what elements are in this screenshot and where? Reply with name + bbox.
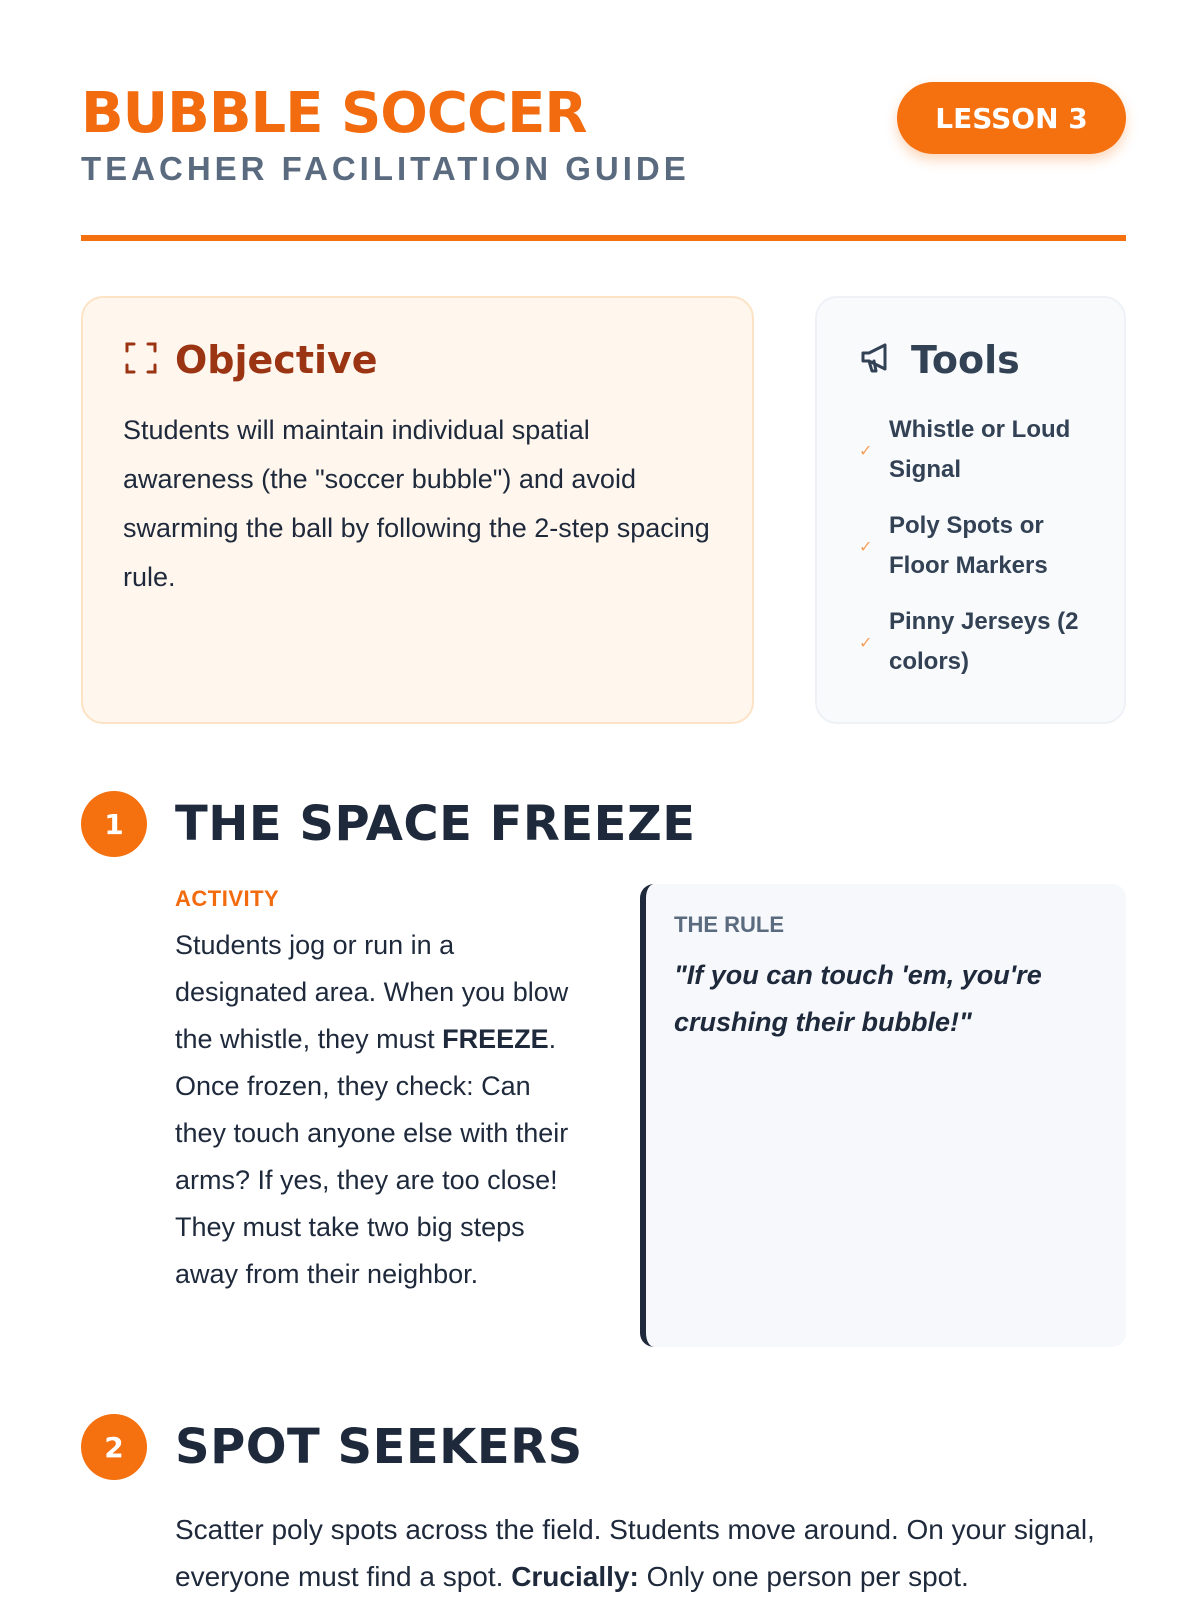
- page-subtitle: TEACHER FACILITATION GUIDE: [81, 150, 690, 187]
- section-1-header: [81, 791, 696, 857]
- activity-text: [175, 922, 585, 1298]
- section-1-number: 1: [81, 791, 147, 857]
- objective-card: [81, 296, 754, 724]
- tools-header: [859, 338, 1100, 382]
- section-2-text: [175, 1506, 1135, 1600]
- section-2-emphasis: Crucially:: [511, 1561, 639, 1592]
- page-header: [81, 82, 1126, 188]
- tools-list: [859, 410, 1100, 682]
- objective-heading: Objective: [175, 338, 378, 382]
- check-icon: ✓: [859, 440, 873, 460]
- list-item: [859, 506, 1100, 586]
- check-icon: ✓: [859, 536, 873, 556]
- section-2-header: [81, 1414, 583, 1480]
- section-2-title: SPOT SEEKERS: [175, 1419, 583, 1475]
- section-1-title: THE SPACE FREEZE: [175, 796, 696, 852]
- tool-label: Pinny Jerseys (2 colors): [889, 608, 1079, 675]
- activity-block: [175, 886, 585, 1298]
- page-title: BUBBLE SOCCER: [81, 81, 587, 146]
- rule-label: THE RULE: [674, 912, 784, 937]
- rule-callout: [640, 884, 1126, 1347]
- lesson-badge: LESSON 3: [897, 82, 1126, 154]
- list-item: [859, 410, 1100, 490]
- activity-text-part: . Once frozen, they check: Can they touch anyone else with their arms? If yes, they are too close! They must take two big steps away from their neighbor.: [175, 1024, 569, 1289]
- rule-quote: "If you can touch 'em, you're crushing their bubble!": [674, 960, 1042, 1037]
- section-2-text-part: Only one person per spot.: [638, 1561, 969, 1592]
- objective-header: [123, 338, 712, 382]
- focus-frame-icon: [123, 340, 159, 380]
- list-item: [859, 602, 1100, 682]
- objective-text: Students will maintain individual spatial awareness (the "soccer bubble") and avoid swarming the ball by following the 2-step spacing rule.: [123, 415, 710, 592]
- activity-label: ACTIVITY: [175, 886, 280, 911]
- tools-card: [815, 296, 1126, 724]
- activity-text-part: Students jog or run in a designated area. When you blow the whistle, they must: [175, 930, 569, 1054]
- section-2-number: 2: [81, 1414, 147, 1480]
- tools-heading: Tools: [911, 338, 1020, 382]
- header-divider: [81, 235, 1126, 241]
- megaphone-icon: [859, 340, 895, 380]
- tool-label: Whistle or Loud Signal: [889, 416, 1071, 483]
- check-icon: ✓: [859, 632, 873, 652]
- tool-label: Poly Spots or Floor Markers: [889, 512, 1048, 579]
- activity-emphasis: FREEZE: [442, 1024, 549, 1054]
- section-2-text-part: Scatter poly spots across the field. Students move around. On your signal, everyone must find a spot.: [175, 1514, 1095, 1592]
